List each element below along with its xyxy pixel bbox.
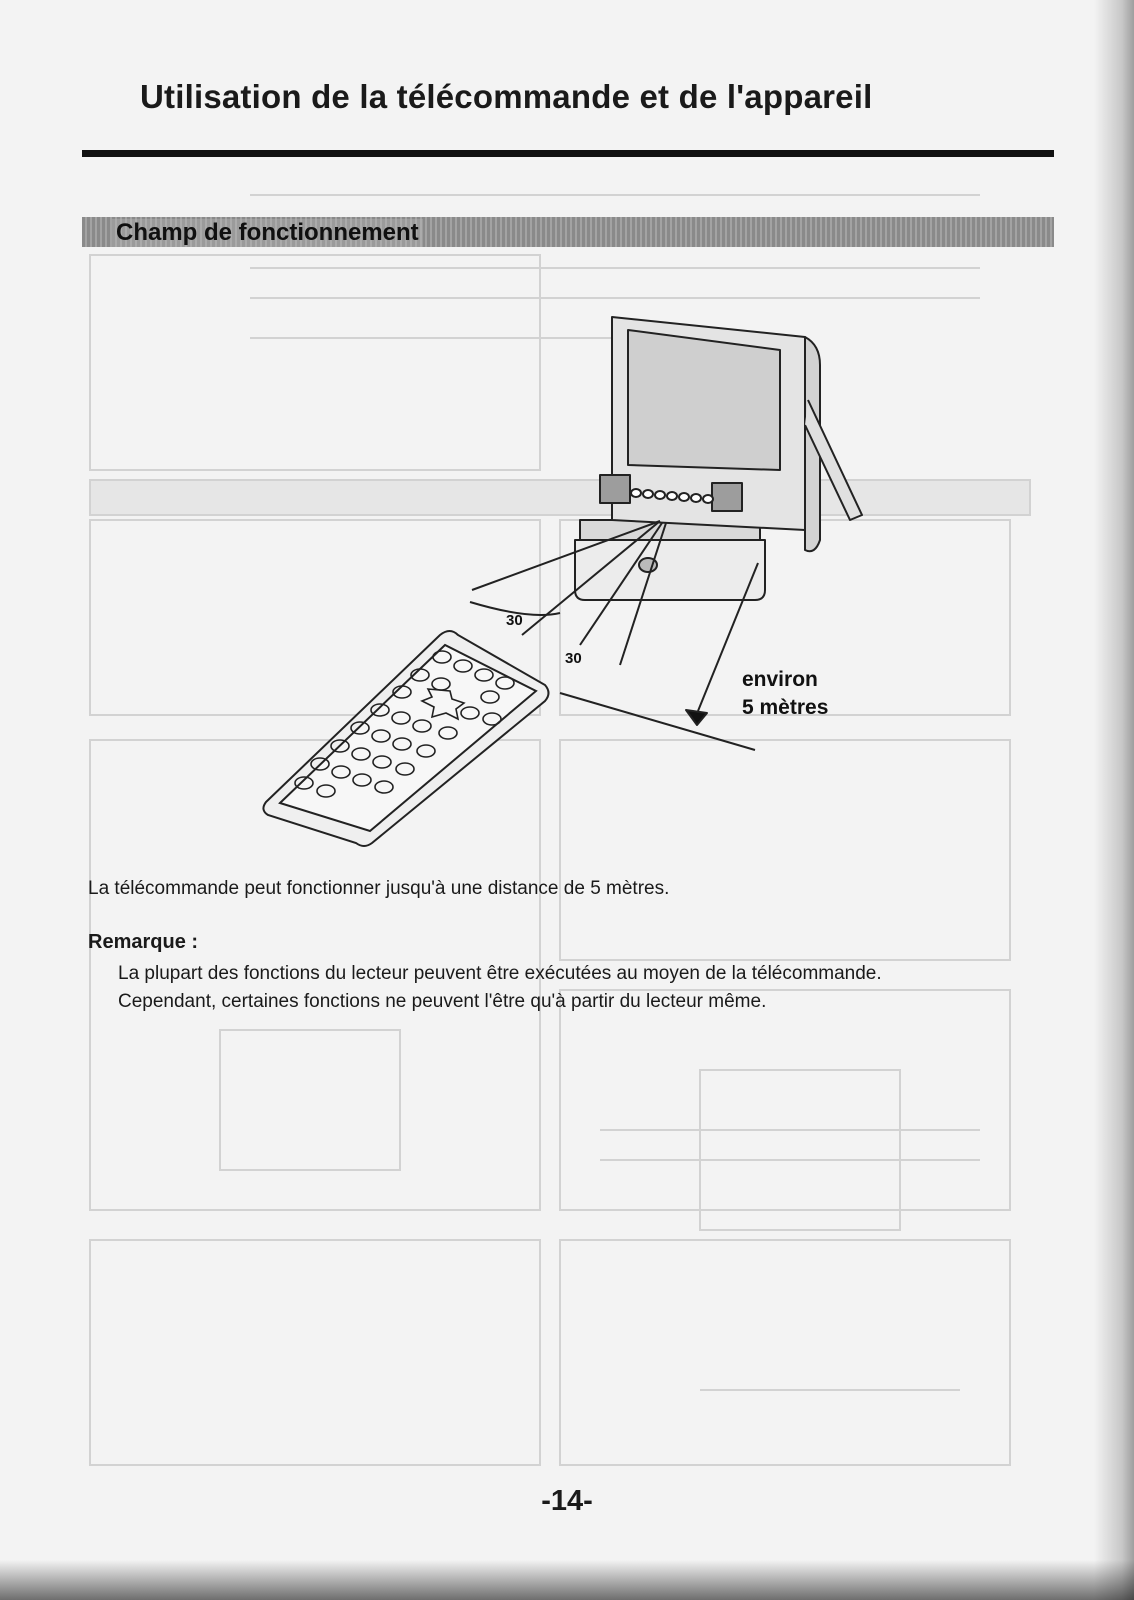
- remark-text: La plupart des fonctions du lecteur peuvent être exécutées au moyen de la télécommande. Cependant, certaines fonctions ne peuvent l'être qu'à partir du lecteur même.: [118, 963, 882, 1012]
- distance-label-line1: environ: [742, 668, 818, 691]
- distance-label-line2: 5 mètres: [742, 696, 829, 719]
- page-title: Utilisation de la télécommande et de l'appareil: [140, 78, 873, 115]
- remark-heading: Remarque :: [88, 931, 199, 953]
- title-rule: [82, 150, 1054, 157]
- range-caption: La télécommande peut fonctionner jusqu'à une distance de 5 mètres.: [88, 878, 670, 899]
- page-number: -14-: [541, 1485, 593, 1517]
- page-bottom-shadow: [0, 1560, 1134, 1600]
- player-base: [575, 540, 765, 600]
- page-edge-shadow: [1094, 0, 1134, 1600]
- operating-range-illustration: [260, 305, 1080, 865]
- section-title: Champ de fonctionnement: [112, 219, 423, 247]
- player-screen: [628, 330, 780, 470]
- speaker-right: [712, 483, 742, 511]
- speaker-left: [600, 475, 630, 503]
- remote-control: [263, 631, 548, 846]
- angle-label-left: 30: [506, 612, 523, 629]
- angle-label-right: 30: [565, 650, 582, 667]
